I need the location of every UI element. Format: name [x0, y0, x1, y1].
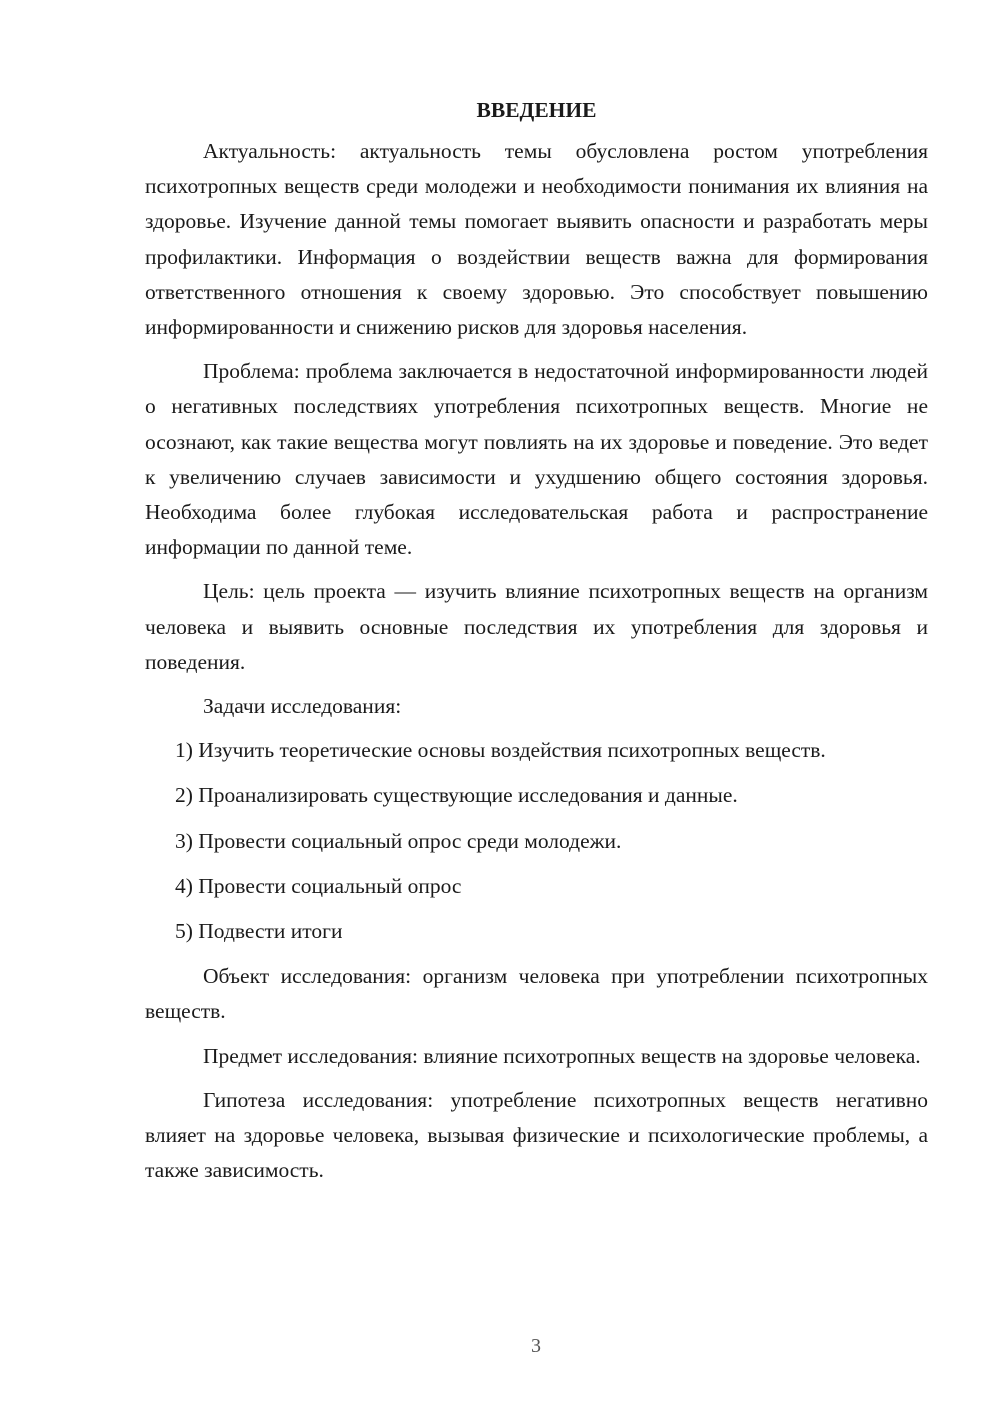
page-number: 3 — [531, 1335, 541, 1357]
task-item: 5) Подвести итоги — [175, 919, 343, 944]
relevance-paragraph: Актуальность: актуальность темы обусловлена ростом употребления психотропных веществ среди молодежи и необходимости понимания их влияния на здоровье. Изучение данной темы помогает выявить опасности и разработать меры профилактики. Информация о воздействии веществ важна для формирования ответственного отношения к своему здоровью. Это способствует повышению информированности и снижению рисков для здоровья населения. — [145, 139, 928, 340]
section-title: ВВЕДЕНИЕ — [476, 98, 597, 122]
subject-paragraph: Предмет исследования: влияние психотропных веществ на здоровье человека. — [203, 1043, 921, 1068]
tasks-list — [145, 733, 928, 949]
task-item: 3) Провести социальный опрос среди молодежи. — [175, 828, 622, 853]
task-item: 2) Проанализировать существующие исследования и данные. — [175, 783, 738, 808]
page-content — [145, 93, 928, 1197]
hypothesis-paragraph: Гипотеза исследования: употребление психотропных веществ негативно влияет на здоровье человека, вызывая физические и психологические проблемы, а также зависимость. — [145, 1087, 928, 1183]
problem-paragraph: Проблема: проблема заключается в недостаточной информированности людей о негативных последствиях употребления психотропных веществ. Многие не осознают, как такие вещества могут повлиять на их здоровье и поведение. Это ведет к увеличению случаев зависимости и ухудшению общего состояния здоровья. Необходима более глубокая исследовательская работа и распространение информации по данной теме. — [145, 359, 928, 560]
goal-paragraph: Цель: цель проекта — изучить влияние психотропных веществ на организм человека и выявить основные последствия их употребления для здоровья и поведения. — [145, 579, 928, 674]
tasks-heading: Задачи исследования: — [203, 694, 402, 719]
task-item: 4) Провести социальный опрос — [175, 873, 462, 898]
object-paragraph: Объект исследования: организм человека при употреблении психотропных веществ. — [145, 964, 928, 1024]
task-item: 1) Изучить теоретические основы воздействия психотропных веществ. — [175, 738, 826, 763]
